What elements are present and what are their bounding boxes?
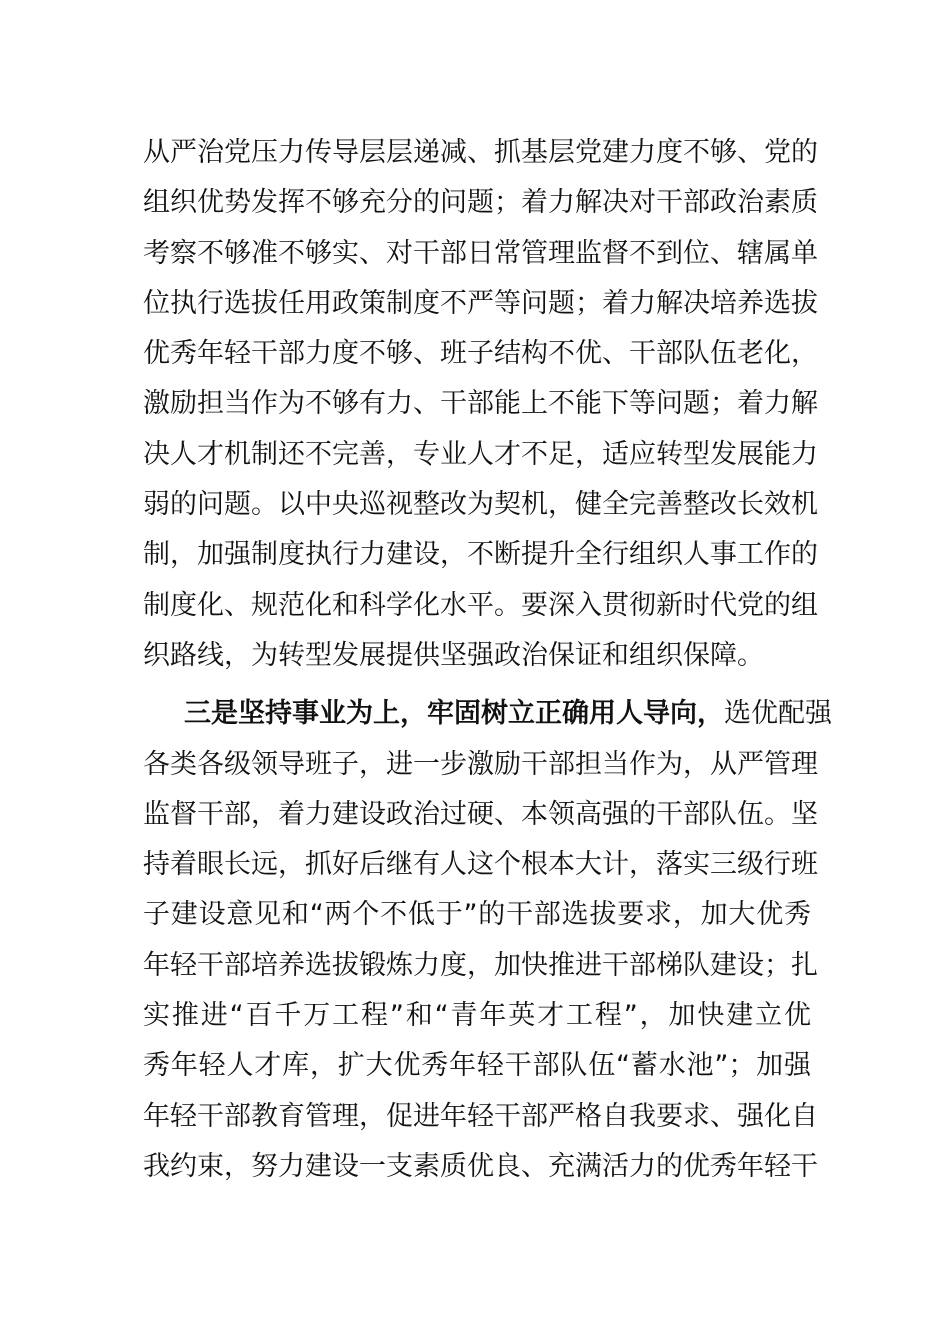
paragraph-2-line: 年轻干部培养选拔锻炼力度，加快推进干部梯队建设；扎 [143,949,818,981]
paragraph-1-line: 制度化、规范化和科学化水平。要深入贯彻新时代党的组 [143,589,818,621]
paragraph-1-line: 制，加强制度执行力建设，不断提升全行组织人事工作的 [143,539,818,571]
paragraph-1-line: 弱的问题。以中央巡视整改为契机，健全完善整改长效机 [143,489,818,521]
paragraph-2-first-line [143,689,832,739]
paragraph-2-line: 秀年轻人才库，扩大优秀年轻干部队伍“蓄水池”；加强 [143,1050,811,1082]
paragraph-2-line: 监督干部，着力建设政治过硬、本领高强的干部队伍。坚 [143,798,818,830]
paragraph-2-line: 子建设意见和“两个不低于”的干部选拔要求，加大优秀 [143,899,811,931]
paragraph-1-line: 决人才机制还不完善，专业人才不足，适应转型发展能力 [143,438,818,470]
paragraph-2-line: 各类各级领导班子，进一步激励干部担当作为，从严管理 [143,748,818,780]
paragraph-2-bold-lead: 三是坚持事业为上，牢固树立正确用人导向， [184,698,724,730]
paragraph-2-line: 持着眼长远，抓好后继有人这个根本大计，落实三级行班 [143,849,818,881]
paragraph-2 [143,689,832,1192]
paragraph-1 [143,128,818,681]
paragraph-2-first-line-rest: 选优配强 [724,698,832,730]
paragraph-2-line: 实推进“百千万工程”和“青年英才工程”，加快建立优 [143,1000,811,1032]
paragraph-2-line: 年轻干部教育管理，促进年轻干部严格自我要求、强化自 [143,1100,818,1132]
document-body [143,128,832,1192]
paragraph-gap [143,681,811,689]
paragraph-1-line: 从严治党压力传导层层递减、抓基层党建力度不够、党的 [143,137,818,168]
paragraph-1-line: 考察不够准不够实、对干部日常管理监督不到位、辖属单 [143,237,818,269]
paragraph-2-line: 我约束，努力建设一支素质优良、充满活力的优秀年轻干 [143,1150,818,1182]
paragraph-1-line: 优秀年轻干部力度不够、班子结构不优、干部队伍老化， [143,338,818,370]
paragraph-1-line: 激励担当作为不够有力、干部能上不能下等问题；着力解 [143,388,818,420]
paragraph-1-line: 组织优势发挥不够充分的问题；着力解决对干部政治素质 [143,187,818,219]
paragraph-1-line: 织路线，为转型发展提供坚强政治保证和组织保障。 [143,639,764,671]
paragraph-1-line: 位执行选拔任用政策制度不严等问题；着力解决培养选拔 [143,287,818,319]
